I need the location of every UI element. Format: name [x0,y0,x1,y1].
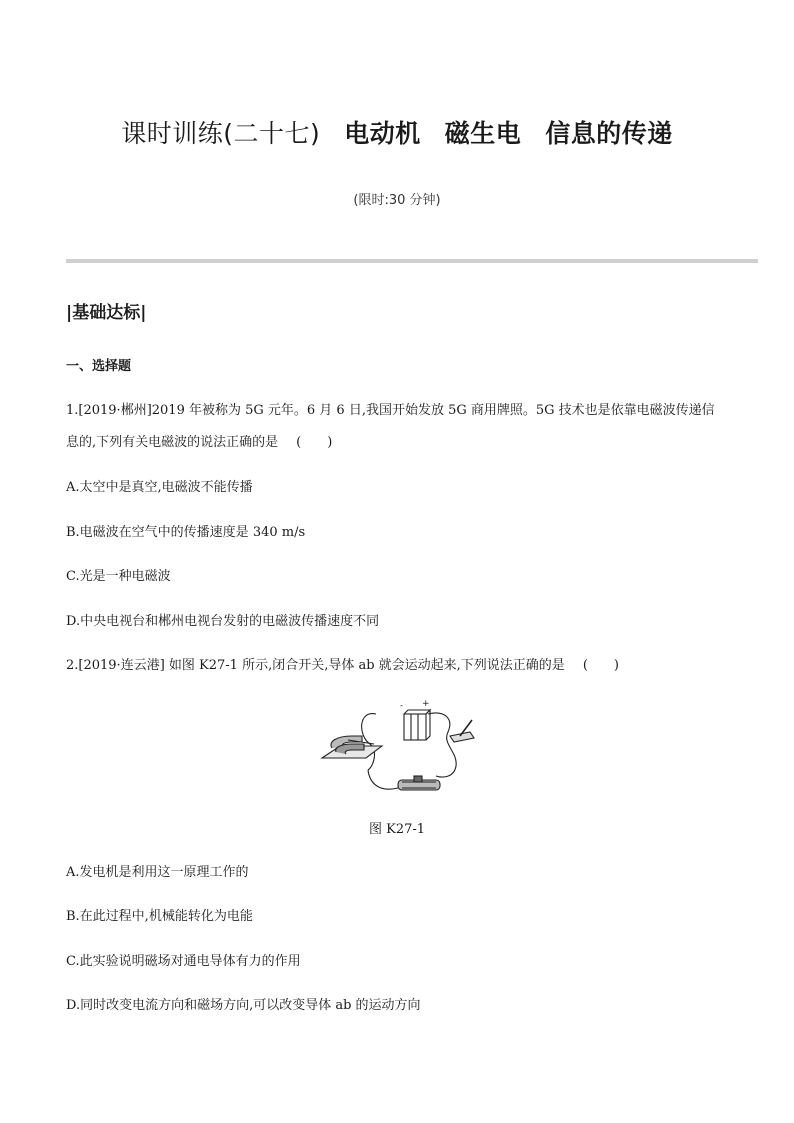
title-topic-information: 信息的传递 [545,119,673,148]
title-topic-induction: 磁生电 [444,119,522,148]
q2-option-c: C.此实验说明磁场对通电导体有力的作用 [66,954,301,969]
time-limit: (限时:30 分钟) [353,193,441,208]
q1-option-c: C.光是一种电磁波 [66,569,171,584]
q1-option-a: A.太空中是真空,电磁波不能传播 [66,480,253,495]
title-lesson: 课时训练(二十七) [121,119,321,148]
battery-box [404,714,426,740]
q1-option-d: D.中央电视台和郴州电视台发射的电磁波传播速度不同 [66,614,380,629]
section-heading: |基础达标| [66,303,147,323]
page-title [0,116,794,152]
q1-stem-line1: 1.[2019·郴州]2019 年被称为 5G 元年。6 月 6 日,我国开始发放 5G 商用牌照。5G 技术也是依靠电磁波传递信 [66,403,715,418]
figure-caption: 图 K27-1 [368,822,426,837]
q1-answer-paren: ( ) [296,435,333,450]
wire-right [428,713,456,777]
battery-minus-label: - [400,701,403,710]
q2-stem-text: 2.[2019·连云港] 如图 K27-1 所示,闭合开关,导体 ab 就会运动起来,下列说法正确的是 [66,658,565,673]
divider-rule [66,259,758,263]
circuit-figure [318,696,478,796]
q2-option-d: D.同时改变电流方向和磁场方向,可以改变导体 ab 的运动方向 [66,998,421,1013]
battery-plus-label: + [422,699,430,709]
q2-option-a: A.发电机是利用这一原理工作的 [66,865,249,880]
q2-stem [66,656,746,676]
wire-left [362,714,376,770]
q2-option-b: B.在此过程中,机械能转化为电能 [66,909,253,924]
q1-stem-line2 [66,433,746,453]
q2-answer-paren: ( ) [582,658,619,673]
q1-option-b: B.电磁波在空气中的传播速度是 340 m/s [66,525,306,540]
subsection-heading: 一、选择题 [66,359,132,374]
title-topic-motor: 电动机 [344,119,421,148]
wire-bottom [368,770,398,789]
q1-stem-text: 息的,下列有关电磁波的说法正确的是 [66,435,279,450]
